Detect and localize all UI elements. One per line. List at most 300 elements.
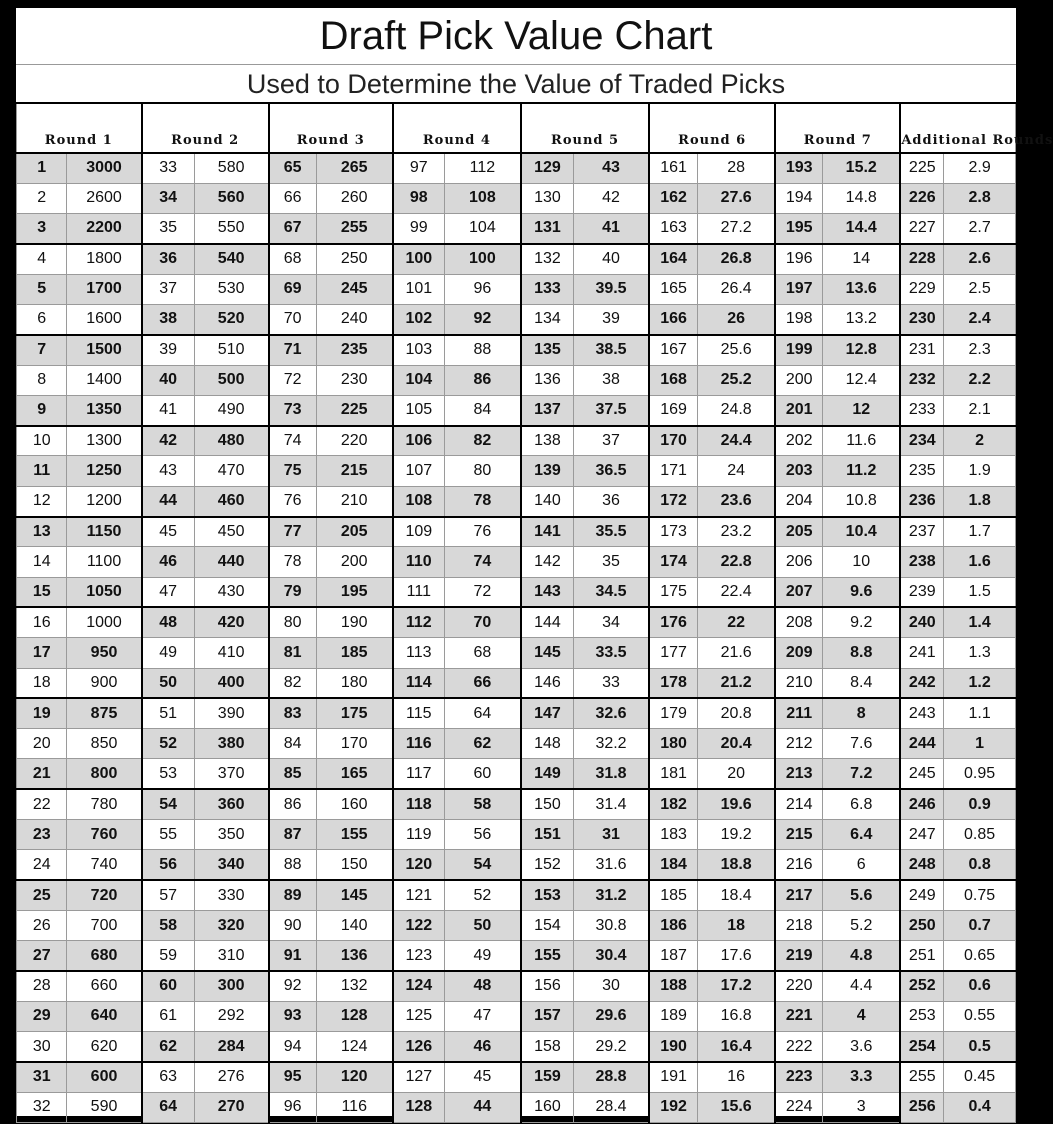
- pick-value: 6.8: [823, 789, 901, 819]
- table-row: [17, 941, 1016, 971]
- pick-value: 12.8: [823, 335, 901, 365]
- pick-value: 60: [444, 759, 521, 789]
- pick-value: 132: [316, 971, 393, 1001]
- pick-value: 46: [444, 1032, 521, 1062]
- pick-number: 6: [17, 304, 67, 334]
- pick-value: 780: [67, 789, 142, 819]
- pick-value: 17.6: [698, 941, 776, 971]
- pick-value: 22.4: [698, 577, 776, 607]
- pick-number: 158: [521, 1032, 573, 1062]
- pick-value: 0.9: [944, 789, 1016, 819]
- pick-value: 22.8: [698, 547, 776, 577]
- pick-number: 136: [521, 365, 573, 395]
- pick-number: 52: [142, 729, 194, 759]
- pick-value: 1.6: [944, 547, 1016, 577]
- pick-number: 127: [393, 1062, 444, 1092]
- pick-value: 0.45: [944, 1062, 1016, 1092]
- pick-value: 0.65: [944, 941, 1016, 971]
- pick-number: 130: [521, 183, 573, 213]
- pick-value: 0.85: [944, 820, 1016, 850]
- pick-value: 13.6: [823, 274, 901, 304]
- pick-value: 37.5: [573, 395, 649, 425]
- pick-number: 171: [649, 456, 697, 486]
- pick-number: 250: [900, 910, 943, 940]
- pick-number: 105: [393, 395, 444, 425]
- pick-value: 205: [316, 517, 393, 547]
- pick-number: 202: [775, 426, 822, 456]
- pick-value: 180: [316, 668, 393, 698]
- round-header: Additional Rounds: [900, 103, 1015, 153]
- round-header: Round 7: [775, 103, 900, 153]
- pick-value: 20.4: [698, 729, 776, 759]
- pick-value: 25.2: [698, 365, 776, 395]
- pick-value: 10: [823, 547, 901, 577]
- pick-number: 57: [142, 880, 194, 910]
- pick-number: 140: [521, 486, 573, 516]
- pick-number: 40: [142, 365, 194, 395]
- pick-number: 7: [17, 335, 67, 365]
- pick-value: 27.2: [698, 214, 776, 244]
- pick-value: 410: [194, 638, 269, 668]
- pick-number: 110: [393, 547, 444, 577]
- pick-number: 25: [17, 880, 67, 910]
- pick-number: 56: [142, 850, 194, 880]
- pick-number: 37: [142, 274, 194, 304]
- round-header: Round 5: [521, 103, 649, 153]
- pick-number: 133: [521, 274, 573, 304]
- pick-number: 98: [393, 183, 444, 213]
- pick-value: 21.6: [698, 638, 776, 668]
- pick-value: 155: [316, 820, 393, 850]
- pick-value: 350: [194, 820, 269, 850]
- pick-number: 58: [142, 910, 194, 940]
- value-chart-sheet: [14, 6, 1053, 1118]
- pick-value: 5.2: [823, 910, 901, 940]
- pick-number: 68: [269, 244, 316, 274]
- table-row: [17, 577, 1016, 607]
- pick-number: 132: [521, 244, 573, 274]
- pick-value: 2.3: [944, 335, 1016, 365]
- pick-value: 20: [698, 759, 776, 789]
- pick-value: 440: [194, 547, 269, 577]
- pick-number: 141: [521, 517, 573, 547]
- pick-number: 75: [269, 456, 316, 486]
- pick-value: 30.8: [573, 910, 649, 940]
- pick-value: 1800: [67, 244, 142, 274]
- pick-number: 92: [269, 971, 316, 1001]
- pick-number: 145: [521, 638, 573, 668]
- pick-value: 8.4: [823, 668, 901, 698]
- pick-number: 46: [142, 547, 194, 577]
- pick-value: 0.55: [944, 1001, 1016, 1031]
- pick-number: 147: [521, 698, 573, 728]
- pick-value: 210: [316, 486, 393, 516]
- pick-value: 18: [698, 910, 776, 940]
- pick-number: 67: [269, 214, 316, 244]
- pick-value: 370: [194, 759, 269, 789]
- pick-number: 12: [17, 486, 67, 516]
- pick-number: 64: [142, 1092, 194, 1122]
- pick-value: 26: [698, 304, 776, 334]
- pick-value: 2.7: [944, 214, 1016, 244]
- pick-number: 165: [649, 274, 697, 304]
- pick-number: 228: [900, 244, 943, 274]
- pick-value: 620: [67, 1032, 142, 1062]
- pick-number: 248: [900, 850, 943, 880]
- pick-number: 27: [17, 941, 67, 971]
- pick-number: 217: [775, 880, 822, 910]
- pick-number: 162: [649, 183, 697, 213]
- pick-value: 300: [194, 971, 269, 1001]
- pick-value: 128: [316, 1001, 393, 1031]
- pick-value: 260: [316, 183, 393, 213]
- pick-value: 680: [67, 941, 142, 971]
- pick-number: 187: [649, 941, 697, 971]
- pick-value: 80: [444, 456, 521, 486]
- pick-value: 1.4: [944, 607, 1016, 637]
- pick-number: 126: [393, 1032, 444, 1062]
- pick-value: 100: [444, 244, 521, 274]
- pick-value-body: [17, 153, 1016, 1123]
- table-row: [17, 395, 1016, 425]
- table-row: [17, 517, 1016, 547]
- pick-value: 116: [316, 1092, 393, 1122]
- pick-number: 178: [649, 668, 697, 698]
- pick-value: 0.75: [944, 880, 1016, 910]
- pick-number: 219: [775, 941, 822, 971]
- pick-number: 76: [269, 486, 316, 516]
- pick-value: 96: [444, 274, 521, 304]
- pick-value: 1.1: [944, 698, 1016, 728]
- pick-number: 142: [521, 547, 573, 577]
- pick-number: 199: [775, 335, 822, 365]
- table-row: [17, 668, 1016, 698]
- pick-value: 240: [316, 304, 393, 334]
- pick-value: 10.8: [823, 486, 901, 516]
- pick-value: 800: [67, 759, 142, 789]
- pick-number: 194: [775, 183, 822, 213]
- pick-number: 55: [142, 820, 194, 850]
- pick-value: 950: [67, 638, 142, 668]
- pick-number: 253: [900, 1001, 943, 1031]
- pick-number: 24: [17, 850, 67, 880]
- pick-number: 36: [142, 244, 194, 274]
- pick-number: 138: [521, 426, 573, 456]
- pick-number: 172: [649, 486, 697, 516]
- pick-number: 254: [900, 1032, 943, 1062]
- pick-number: 256: [900, 1092, 943, 1122]
- pick-value: 25.6: [698, 335, 776, 365]
- pick-number: 99: [393, 214, 444, 244]
- pick-number: 148: [521, 729, 573, 759]
- pick-number: 143: [521, 577, 573, 607]
- pick-value: 400: [194, 668, 269, 698]
- pick-number: 18: [17, 668, 67, 698]
- pick-number: 10: [17, 426, 67, 456]
- pick-value: 590: [67, 1092, 142, 1122]
- pick-number: 173: [649, 517, 697, 547]
- pick-value: 74: [444, 547, 521, 577]
- pick-number: 28: [17, 971, 67, 1001]
- pick-number: 103: [393, 335, 444, 365]
- pick-value: 26.8: [698, 244, 776, 274]
- pick-number: 2: [17, 183, 67, 213]
- pick-value: 14: [823, 244, 901, 274]
- pick-value: 1350: [67, 395, 142, 425]
- pick-value: 265: [316, 153, 393, 183]
- pick-number: 80: [269, 607, 316, 637]
- pick-number: 229: [900, 274, 943, 304]
- pick-value: 120: [316, 1062, 393, 1092]
- pick-number: 114: [393, 668, 444, 698]
- pick-number: 222: [775, 1032, 822, 1062]
- pick-number: 231: [900, 335, 943, 365]
- pick-value: 540: [194, 244, 269, 274]
- pick-number: 230: [900, 304, 943, 334]
- pick-value: 2: [944, 426, 1016, 456]
- pick-number: 119: [393, 820, 444, 850]
- pick-number: 244: [900, 729, 943, 759]
- pick-value: 41: [573, 214, 649, 244]
- pick-value: 34: [573, 607, 649, 637]
- pick-number: 72: [269, 365, 316, 395]
- pick-value: 1.9: [944, 456, 1016, 486]
- pick-value: 0.8: [944, 850, 1016, 880]
- pick-value: 190: [316, 607, 393, 637]
- pick-number: 86: [269, 789, 316, 819]
- pick-number: 205: [775, 517, 822, 547]
- pick-value: 450: [194, 517, 269, 547]
- pick-number: 89: [269, 880, 316, 910]
- pick-number: 235: [900, 456, 943, 486]
- pick-value: 490: [194, 395, 269, 425]
- pick-number: 20: [17, 729, 67, 759]
- pick-number: 81: [269, 638, 316, 668]
- pick-number: 61: [142, 1001, 194, 1031]
- pick-number: 179: [649, 698, 697, 728]
- pick-value: 86: [444, 365, 521, 395]
- chart-subtitle: Used to Determine the Value of Traded Picks: [16, 64, 1016, 103]
- pick-value: 54: [444, 850, 521, 880]
- pick-number: 14: [17, 547, 67, 577]
- pick-number: 78: [269, 547, 316, 577]
- pick-value: 8: [823, 698, 901, 728]
- pick-value: 430: [194, 577, 269, 607]
- pick-value: 26.4: [698, 274, 776, 304]
- pick-number: 125: [393, 1001, 444, 1031]
- pick-value: 9.2: [823, 607, 901, 637]
- pick-value: 1.3: [944, 638, 1016, 668]
- pick-number: 221: [775, 1001, 822, 1031]
- pick-value: 50: [444, 910, 521, 940]
- pick-value: 310: [194, 941, 269, 971]
- pick-number: 210: [775, 668, 822, 698]
- pick-number: 17: [17, 638, 67, 668]
- pick-value: 0.95: [944, 759, 1016, 789]
- pick-number: 85: [269, 759, 316, 789]
- pick-value: 37: [573, 426, 649, 456]
- pick-value: 480: [194, 426, 269, 456]
- pick-number: 184: [649, 850, 697, 880]
- table-row: [17, 607, 1016, 637]
- pick-number: 15: [17, 577, 67, 607]
- pick-number: 238: [900, 547, 943, 577]
- pick-number: 116: [393, 729, 444, 759]
- pick-value: 16.8: [698, 1001, 776, 1031]
- pick-value: 17.2: [698, 971, 776, 1001]
- pick-number: 198: [775, 304, 822, 334]
- pick-value: 700: [67, 910, 142, 940]
- pick-value: 0.4: [944, 1092, 1016, 1122]
- pick-value: 360: [194, 789, 269, 819]
- pick-number: 137: [521, 395, 573, 425]
- pick-number: 157: [521, 1001, 573, 1031]
- pick-value: 78: [444, 486, 521, 516]
- pick-value: 11.2: [823, 456, 901, 486]
- pick-number: 186: [649, 910, 697, 940]
- pick-value: 1.7: [944, 517, 1016, 547]
- pick-number: 22: [17, 789, 67, 819]
- pick-value: 520: [194, 304, 269, 334]
- pick-value: 47: [444, 1001, 521, 1031]
- table-row: [17, 365, 1016, 395]
- pick-number: 144: [521, 607, 573, 637]
- pick-number: 239: [900, 577, 943, 607]
- pick-value: 44: [444, 1092, 521, 1122]
- pick-number: 44: [142, 486, 194, 516]
- pick-value: 48: [444, 971, 521, 1001]
- pick-value: 49: [444, 941, 521, 971]
- pick-value: 1100: [67, 547, 142, 577]
- pick-number: 63: [142, 1062, 194, 1092]
- pick-value: 23.2: [698, 517, 776, 547]
- pick-number: 4: [17, 244, 67, 274]
- pick-number: 245: [900, 759, 943, 789]
- pick-number: 69: [269, 274, 316, 304]
- pick-number: 84: [269, 729, 316, 759]
- pick-value: 42: [573, 183, 649, 213]
- pick-value: 1000: [67, 607, 142, 637]
- pick-number: 19: [17, 698, 67, 728]
- pick-number: 190: [649, 1032, 697, 1062]
- pick-number: 124: [393, 971, 444, 1001]
- pick-number: 29: [17, 1001, 67, 1031]
- pick-value: 510: [194, 335, 269, 365]
- pick-value: 11.6: [823, 426, 901, 456]
- pick-value: 1.2: [944, 668, 1016, 698]
- pick-value: 32.6: [573, 698, 649, 728]
- pick-value: 660: [67, 971, 142, 1001]
- pick-value: 6: [823, 850, 901, 880]
- pick-value: 40: [573, 244, 649, 274]
- pick-number: 232: [900, 365, 943, 395]
- pick-number: 38: [142, 304, 194, 334]
- pick-value: 550: [194, 214, 269, 244]
- pick-value: 18.8: [698, 850, 776, 880]
- pick-value: 140: [316, 910, 393, 940]
- pick-number: 122: [393, 910, 444, 940]
- pick-number: 5: [17, 274, 67, 304]
- pick-value: 27.6: [698, 183, 776, 213]
- pick-number: 206: [775, 547, 822, 577]
- pick-number: 66: [269, 183, 316, 213]
- table-row: [17, 1092, 1016, 1122]
- pick-number: 32: [17, 1092, 67, 1122]
- pick-value: 28.8: [573, 1062, 649, 1092]
- pick-number: 220: [775, 971, 822, 1001]
- pick-number: 107: [393, 456, 444, 486]
- pick-value: 2.2: [944, 365, 1016, 395]
- pick-number: 185: [649, 880, 697, 910]
- pick-value: 2200: [67, 214, 142, 244]
- pick-value: 88: [444, 335, 521, 365]
- pick-value: 76: [444, 517, 521, 547]
- pick-value: 640: [67, 1001, 142, 1031]
- pick-number: 11: [17, 456, 67, 486]
- pick-number: 71: [269, 335, 316, 365]
- table-row: [17, 274, 1016, 304]
- pick-value: 1300: [67, 426, 142, 456]
- table-row: [17, 638, 1016, 668]
- pick-value: 292: [194, 1001, 269, 1031]
- pick-number: 65: [269, 153, 316, 183]
- pick-number: 16: [17, 607, 67, 637]
- table-row: [17, 335, 1016, 365]
- pick-value: 740: [67, 850, 142, 880]
- pick-number: 91: [269, 941, 316, 971]
- pick-value: 760: [67, 820, 142, 850]
- table-row: [17, 1062, 1016, 1092]
- pick-value: 185: [316, 638, 393, 668]
- pick-number: 167: [649, 335, 697, 365]
- round-header: Round 3: [269, 103, 393, 153]
- pick-value: 20.8: [698, 698, 776, 728]
- pick-value: 2.1: [944, 395, 1016, 425]
- pick-value: 875: [67, 698, 142, 728]
- pick-number: 41: [142, 395, 194, 425]
- pick-number: 77: [269, 517, 316, 547]
- pick-number: 195: [775, 214, 822, 244]
- pick-number: 121: [393, 880, 444, 910]
- pick-value: 0.5: [944, 1032, 1016, 1062]
- pick-number: 149: [521, 759, 573, 789]
- pick-value: 45: [444, 1062, 521, 1092]
- pick-value: 14.8: [823, 183, 901, 213]
- pick-number: 209: [775, 638, 822, 668]
- pick-number: 33: [142, 153, 194, 183]
- pick-value: 18.4: [698, 880, 776, 910]
- pick-value-table: [16, 102, 1053, 1123]
- pick-number: 196: [775, 244, 822, 274]
- pick-value: 136: [316, 941, 393, 971]
- pick-number: 45: [142, 517, 194, 547]
- pick-number: 169: [649, 395, 697, 425]
- pick-number: 118: [393, 789, 444, 819]
- pick-number: 70: [269, 304, 316, 334]
- pick-value: 1: [944, 729, 1016, 759]
- pick-value: 4.4: [823, 971, 901, 1001]
- pick-number: 153: [521, 880, 573, 910]
- pick-value: 1400: [67, 365, 142, 395]
- round-header: Round 2: [142, 103, 269, 153]
- pick-number: 146: [521, 668, 573, 698]
- pick-value: 284: [194, 1032, 269, 1062]
- pick-value: 16.4: [698, 1032, 776, 1062]
- pick-value: 1150: [67, 517, 142, 547]
- pick-value: 3000: [67, 153, 142, 183]
- pick-number: 191: [649, 1062, 697, 1092]
- pick-value: 7.6: [823, 729, 901, 759]
